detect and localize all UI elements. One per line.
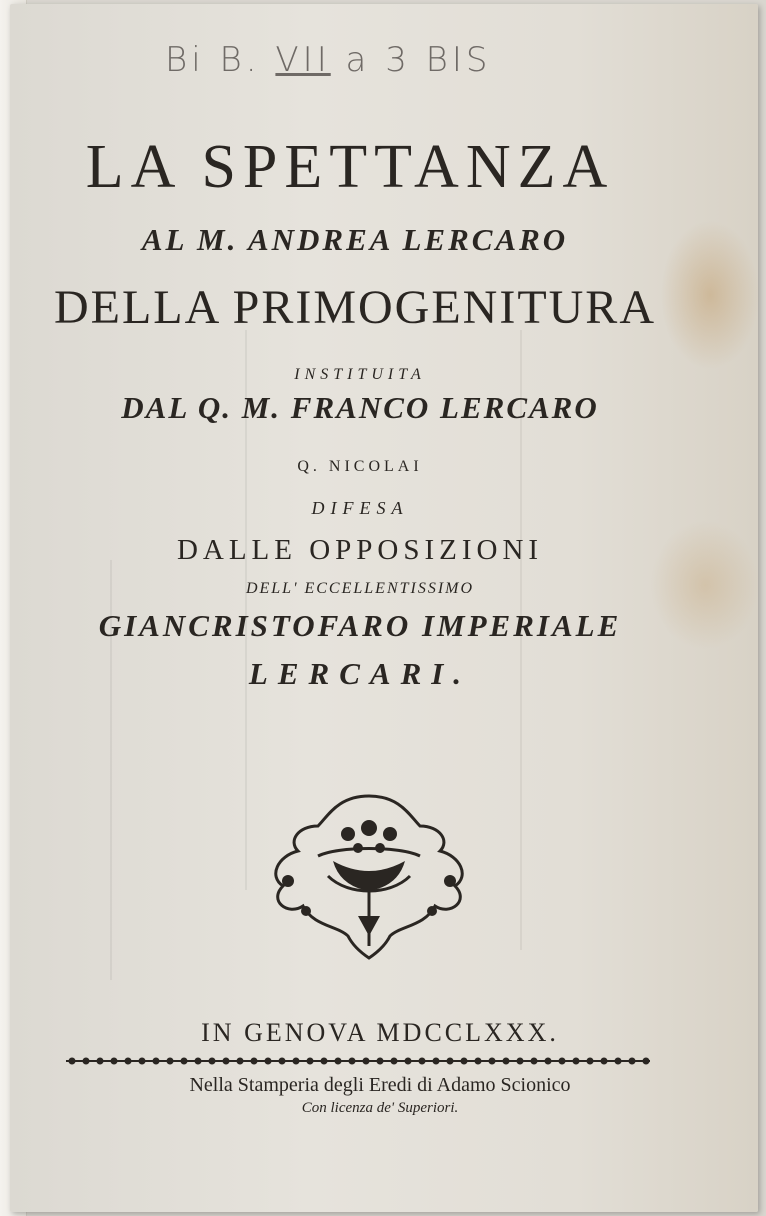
fleuron-icon [153, 1058, 160, 1065]
fleuron-icon [69, 1058, 76, 1065]
fleuron-icon [181, 1058, 188, 1065]
fleuron-icon [531, 1058, 538, 1065]
imprint-printer: Nella Stamperia degli Eredi di Adamo Scionico [189, 1074, 571, 1096]
fleuron-icon [447, 1058, 454, 1065]
title-line: DIFESA [311, 498, 409, 518]
fleuron-icon [489, 1058, 496, 1065]
fleuron-icon [125, 1058, 132, 1065]
title-line: AL M. ANDREA LERCARO [141, 222, 569, 257]
fleuron-icon [321, 1058, 328, 1065]
fleuron-icon [405, 1058, 412, 1065]
fleuron-icon [335, 1058, 342, 1065]
fleuron-icon [475, 1058, 482, 1065]
shelfmark-part: VII [275, 40, 331, 80]
fleuron-icon [503, 1058, 510, 1065]
fleuron-icon [265, 1058, 272, 1065]
fleuron-icon [223, 1058, 230, 1065]
fleuron-icon [349, 1058, 356, 1065]
fleuron-icon [545, 1058, 552, 1065]
shelfmark-part: Bi B. [165, 40, 261, 80]
fleuron-icon [195, 1058, 202, 1065]
fleuron-icon [307, 1058, 314, 1065]
decorative-rule-icon [66, 1054, 650, 1068]
fleuron-icon [587, 1058, 594, 1065]
fleuron-icon [209, 1058, 216, 1065]
title-line: DALLE OPPOSIZIONI [176, 534, 544, 566]
title-line: DELLA PRIMOGENITURA [54, 281, 656, 334]
shelfmark-handwritten [165, 40, 525, 80]
fleuron-icon [377, 1058, 384, 1065]
fleuron-icon [83, 1058, 90, 1065]
fleuron-icon [573, 1058, 580, 1065]
title-line: DAL Q. M. FRANCO LERCARO [121, 390, 599, 425]
title-line: INSTITUITA [294, 366, 426, 383]
fleuron-icon [237, 1058, 244, 1065]
printers-ornament-icon [258, 786, 480, 964]
fleuron-icon [167, 1058, 174, 1065]
fleuron-icon [615, 1058, 622, 1065]
fleuron-icon [629, 1058, 636, 1065]
fleuron-icon [433, 1058, 440, 1065]
fleuron-icon [293, 1058, 300, 1065]
title-line: LERCARI. [248, 656, 472, 691]
fleuron-icon [601, 1058, 608, 1065]
fleuron-icon [419, 1058, 426, 1065]
title-line: DELL' ECCELLENTISSIMO [245, 580, 475, 597]
imprint-place-date: IN GENOVA MDCCLXXX. [201, 1018, 559, 1047]
fleuron-icon [111, 1058, 118, 1065]
fleuron-icon [97, 1058, 104, 1065]
title-line: Q. NICOLAI [297, 458, 423, 475]
fleuron-icon [517, 1058, 524, 1065]
imprint-license: Con licenza de' Superiori. [301, 1100, 459, 1116]
fleuron-icon [139, 1058, 146, 1065]
shelfmark-part: a 3 BIS [345, 40, 492, 80]
fleuron-icon [251, 1058, 258, 1065]
fleuron-icon [391, 1058, 398, 1065]
title-line: GIANCRISTOFARO IMPERIALE [98, 608, 622, 643]
main-title: LA SPETTANZA [85, 133, 615, 201]
fleuron-icon [559, 1058, 566, 1065]
fleuron-icon [363, 1058, 370, 1065]
fleuron-icon [279, 1058, 286, 1065]
fleuron-icon [643, 1058, 650, 1065]
fleuron-icon [461, 1058, 468, 1065]
